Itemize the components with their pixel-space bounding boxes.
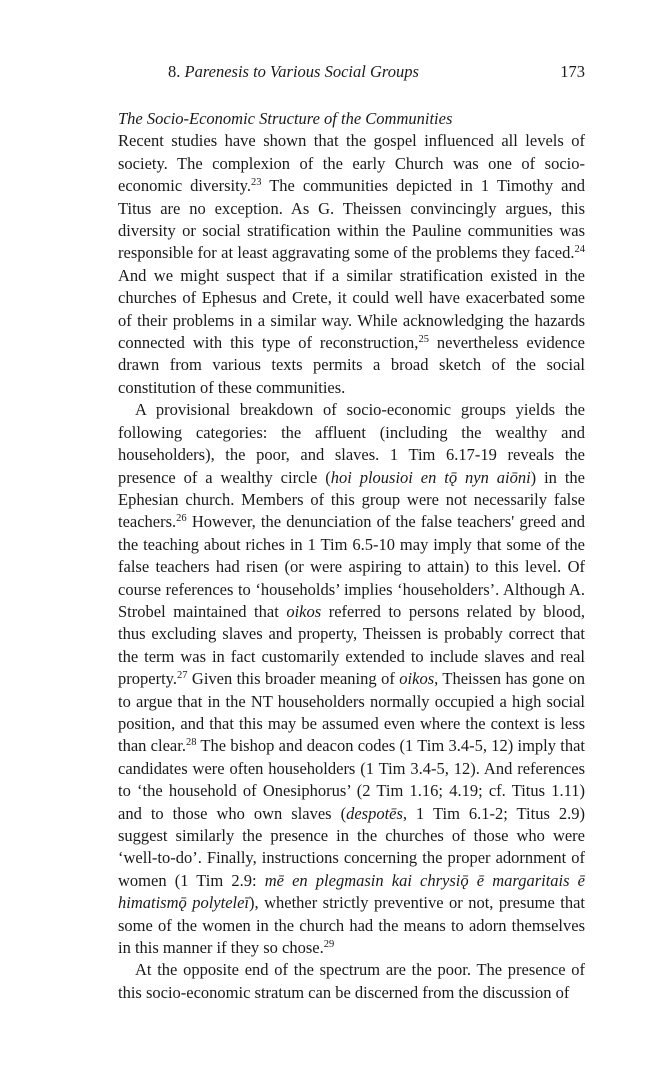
text-run: However, the denunciation of the false teachers' greed and the teaching about riches in 1 Tim 6.5-10 may imply that some of the false teachers had risen (or were aspiring to attain) to this level. Of course references to ‘households’ implies ‘householders’. Although A. Strobel maintained that: [118, 512, 585, 621]
book-page: [118, 62, 585, 1004]
chapter-title: Parenesis to Various Social Groups: [184, 62, 419, 81]
italic-term: oikos: [399, 669, 435, 689]
text-run: ), whether strictly preventive or not, presume that some of the women in the church had the means to adorn themselves in this manner if they so chose.: [118, 893, 585, 958]
italic-term: despotēs: [346, 803, 403, 823]
text-run: The communities depicted in 1 Timothy and Titus are no exception. As G. Theissen convincingly argues, this diversity or social stratification within the Pauline communities was responsible for at least aggravating some of the problems they faced.: [118, 176, 586, 263]
paragraph-2: [118, 399, 585, 959]
paragraph-1: [118, 130, 585, 399]
text-run: , Theissen has gone on to argue that in the NT householders normally occupied a high social position, and that this may be assumed even where the context is less than clear.: [118, 669, 585, 756]
italic-term: hoi plousioi en tǭ nyn aiōni: [330, 467, 531, 487]
paragraph-3: [118, 959, 585, 1004]
text-run: , 1 Tim 6.1-2; Titus 2.9) suggest similarly the presence in the churches of those who were ‘well-to-do’. Finally, instructions concerning the proper adornment of women (1 Tim 2.9:: [118, 803, 585, 890]
italic-term: oikos: [286, 601, 322, 621]
text-run: Recent studies have shown that the gospel influenced all levels of society. The complexion of the early Church was one of socio-economic diversity.: [118, 131, 585, 196]
text-run: nevertheless evidence drawn from various texts permits a broad sketch of the social constitution of these communities.: [118, 333, 585, 397]
footnote-ref: 25: [418, 334, 429, 346]
footnote-ref: 24: [574, 244, 585, 256]
running-head: [118, 62, 585, 88]
text-run: At the opposite end of the spectrum are the poor. The presence of this socio-economic stratum can be discerned from the discussion of: [118, 960, 585, 1002]
text-run: referred to persons related by blood, thus excluding slaves and property, Theissen is probably correct that the term was in fact customarily extended to include slaves and real property.: [118, 601, 585, 689]
chapter-number: 8.: [168, 62, 181, 81]
footnote-ref: 29: [323, 939, 335, 951]
text-run: The bishop and deacon codes (1 Tim 3.4-5, 12) imply that candidates were often householders (1 Tim 3.4-5, 12). And references to ‘the household of Onesiphorus’ (2 Tim 1.16; 4.19; cf. Titus 1.11) and to those who own slaves (: [118, 736, 586, 823]
page-number: 173: [560, 62, 585, 81]
running-head-title: [168, 62, 419, 82]
text-run: ) in the Ephesian church. Members of this group were not necessarily false teachers.: [118, 467, 585, 532]
footnote-ref: 23: [250, 177, 262, 189]
text-run: And we might suspect that if a similar stratification existed in the churches of Ephesus and Crete, it could well have exacerbated some of their problems in a similar way. While acknowledging the hazards connected with this type of reconstruction,: [118, 265, 585, 353]
footnote-ref: 28: [185, 737, 197, 749]
section-heading: The Socio-Economic Structure of the Communities: [118, 109, 453, 128]
text-run: Given this broader meaning of: [187, 669, 400, 689]
text-run: A provisional breakdown of socio-economic groups yields the following categories: the affluent (including the wealthy and householders), the poor, and slaves. 1 Tim 6.17-19 reveals the presence of a wealthy circle (: [118, 400, 585, 487]
footnote-ref: 26: [176, 513, 187, 525]
italic-term: mē en plegmasin kai chrysiǭ ē margaritais ē himatismǭ polyteleī: [118, 870, 585, 913]
footnote-ref: 27: [176, 670, 188, 682]
